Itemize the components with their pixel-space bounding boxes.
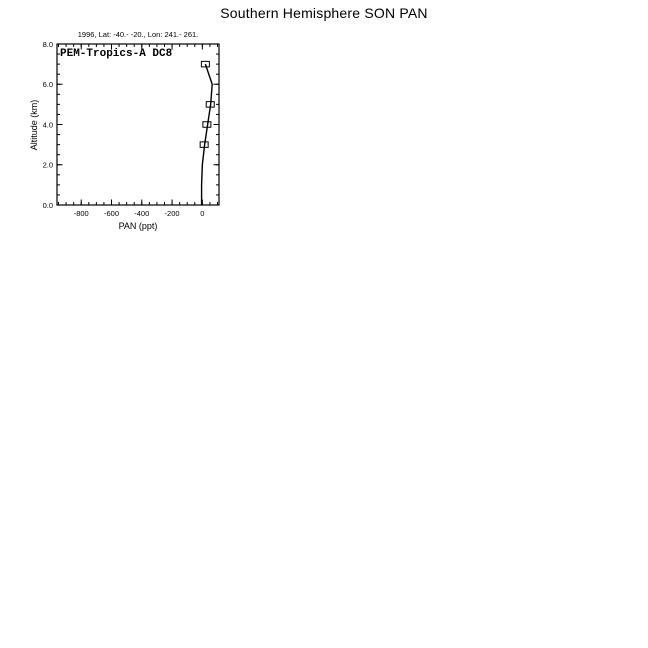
profile-line [202,64,213,205]
dataset-annotation: PEM-Tropics-A DC8 [60,48,173,60]
x-tick-label: -400 [134,209,150,218]
x-tick-label: 0 [200,209,205,218]
x-axis-title: PAN (ppt) [118,221,158,231]
x-tick-label: -800 [73,209,89,218]
y-tick-label: 4.0 [42,120,53,130]
y-axis-title: Altitude (km) [29,99,39,151]
y-tick-label: 0.0 [42,200,53,210]
y-tick-label: 8.0 [42,39,53,49]
chart-subtitle: 1996, Lat: -40.- -20., Lon: 241.- 261. [77,30,199,39]
axes-frame [57,44,219,205]
x-tick-label: -600 [103,209,120,218]
y-tick-label: 2.0 [42,160,53,170]
chart-title: Southern Hemisphere SON PAN [220,5,428,21]
x-tick-label: -200 [164,209,180,218]
y-tick-label: 6.0 [42,80,53,90]
